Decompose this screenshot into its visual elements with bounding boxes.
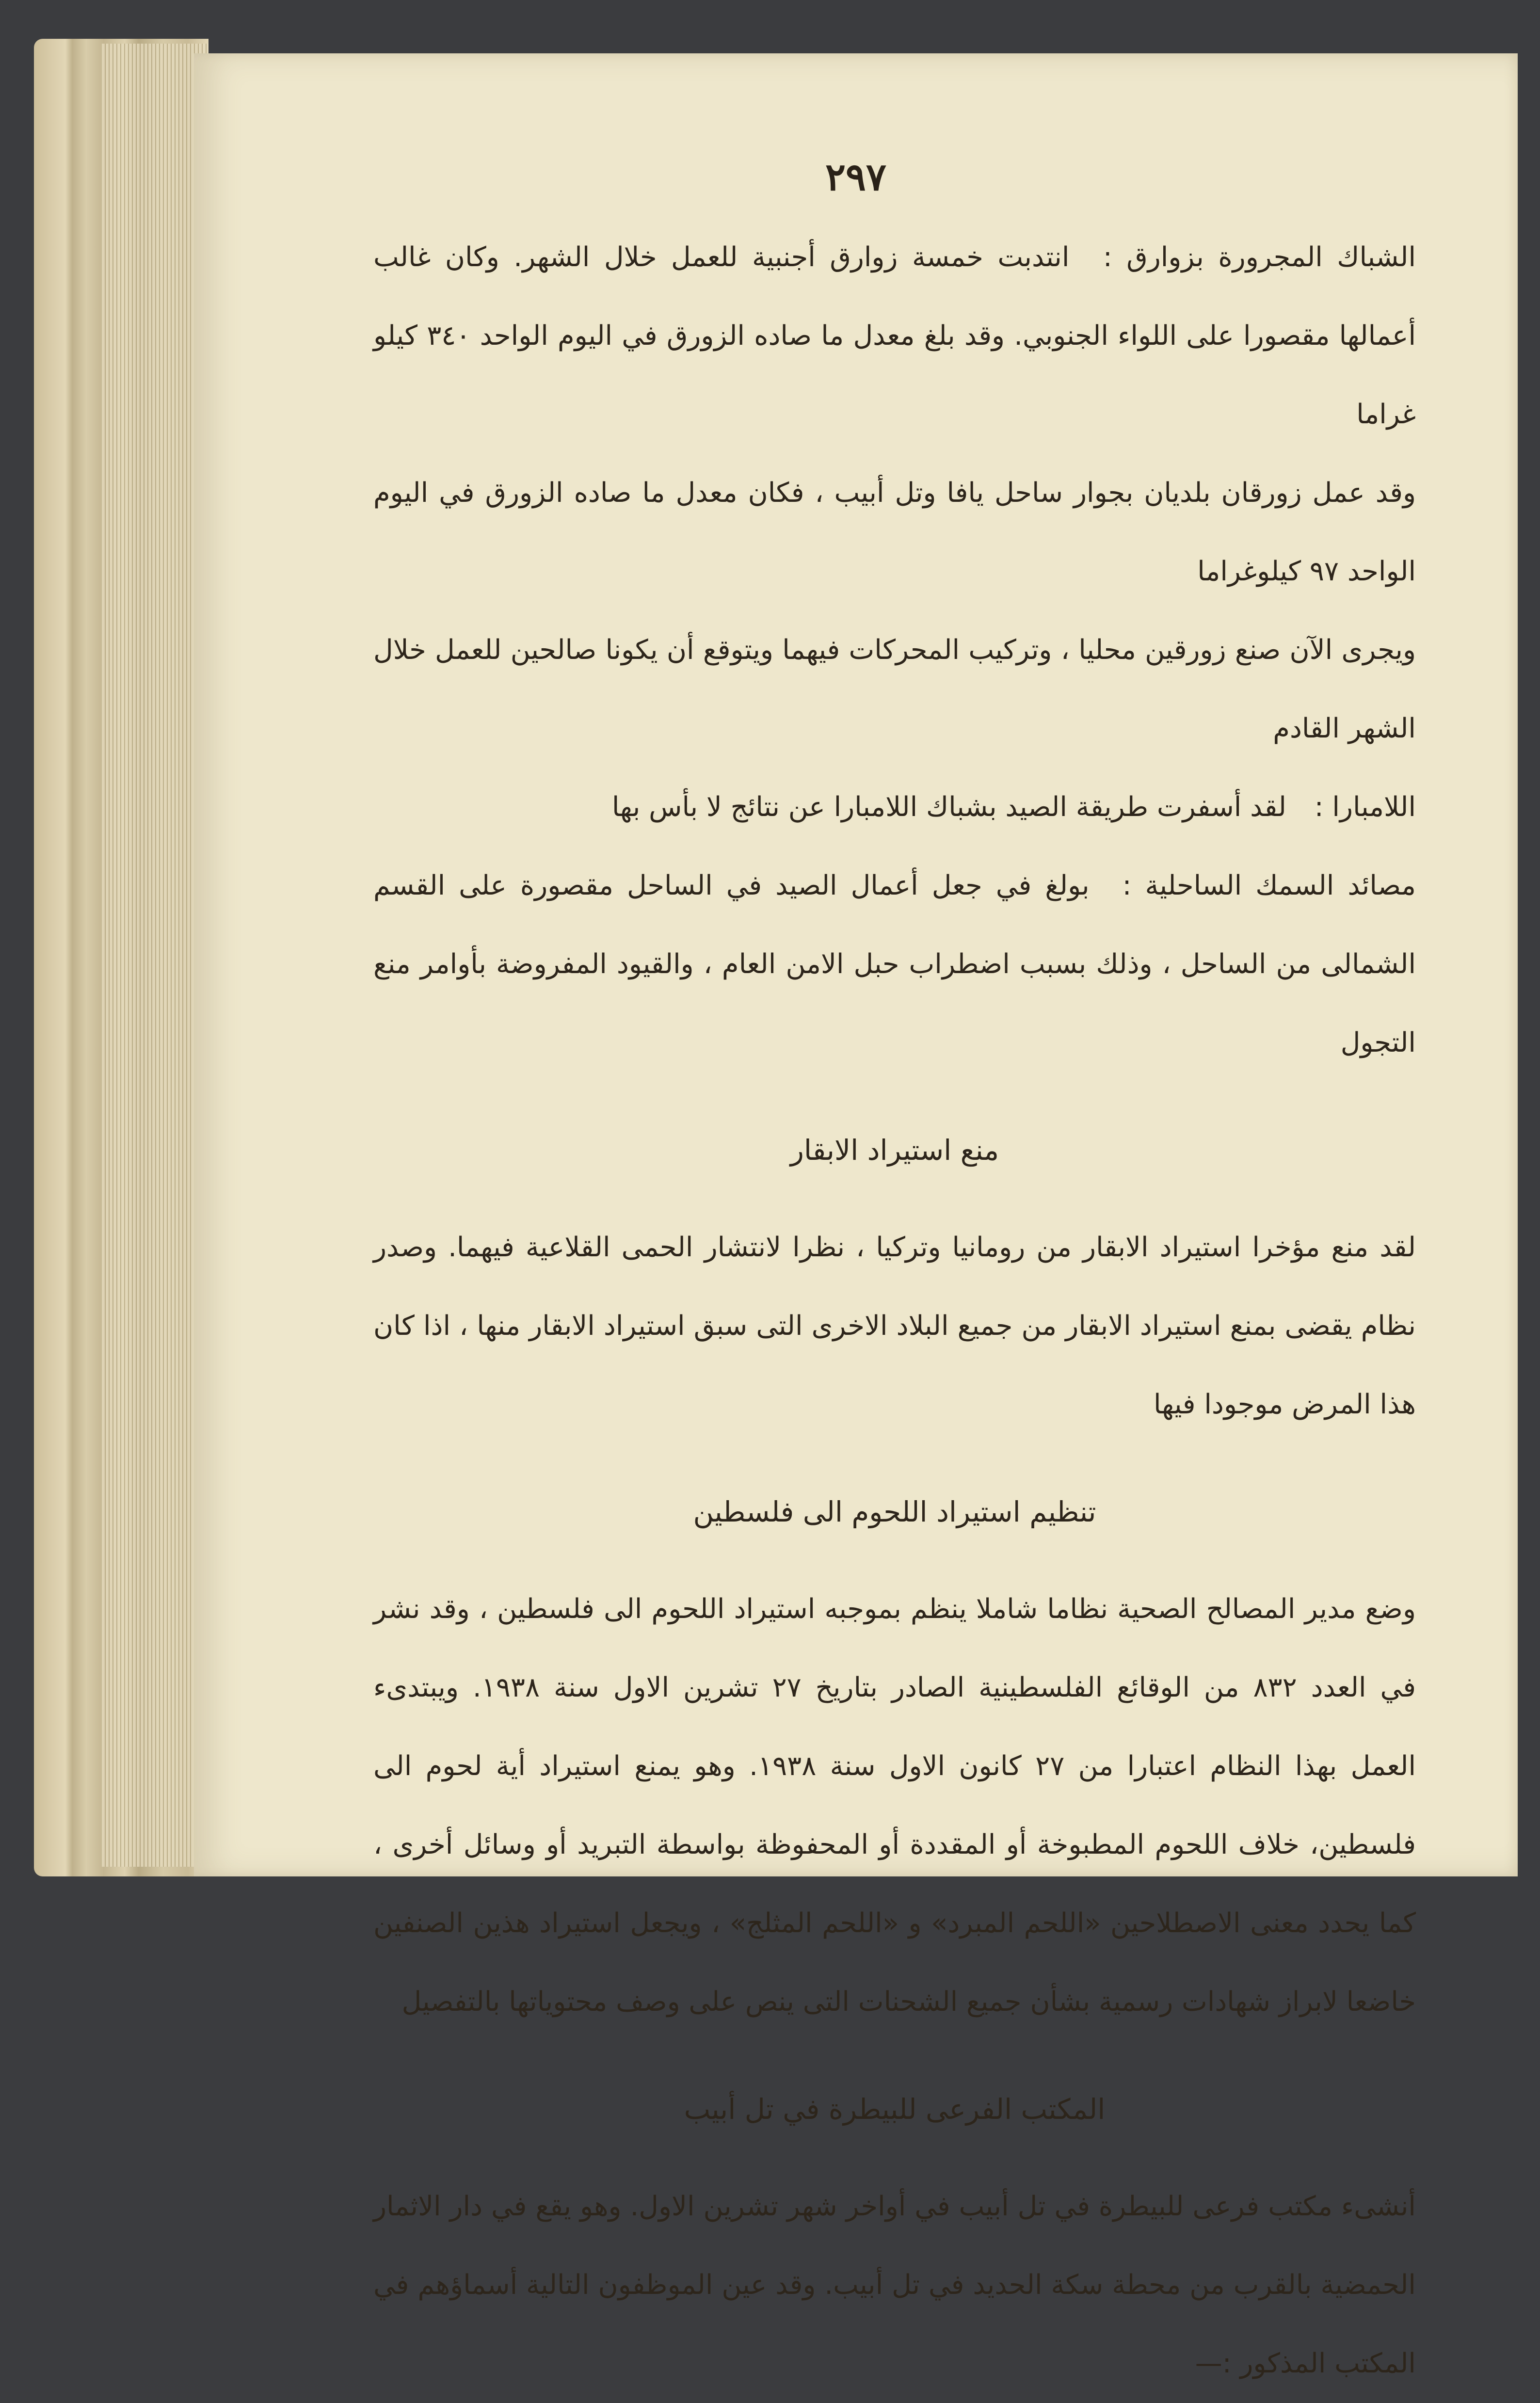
paragraph-local-boats xyxy=(373,454,1416,611)
paragraph-text: انتدبت خمسة زوارق أجنبية للعمل خلال الشهر. وكان غالب أعمالها مقصورا على اللواء الجنوبي. وقد بلغ معدل ما صاده الزورق في اليوم الواحد ٣٤٠ كيلو غراما xyxy=(373,241,1416,430)
section-title-cattle-import: منع استيراد الابقار xyxy=(790,1134,999,1167)
section-title-meat-import: تنظيم استيراد اللحوم الى فلسطين xyxy=(693,1495,1096,1528)
paragraph-lead: اللامبارا : xyxy=(1314,791,1416,823)
paragraph-text: بولغ في جعل أعمال الصيد في الساحل مقصورة على القسم الشمالى من الساحل ، وذلك بسبب اضطراب حبل الامن العام ، والقيود المفروضة بأوامر منع التجول xyxy=(373,870,1416,1058)
paragraph-text: لقد أسفرت طريقة الصيد بشباك اللامبارا عن نتائج لا بأس بها xyxy=(611,791,1286,823)
paragraph-text: وضع مدير المصالح الصحية نظاما شاملا ينظم بموجبه استيراد اللحوم الى فلسطين ، وقد نشر في العدد ٨٣٢ من الوقائع الفلسطينية الصادر بتاريخ ٢٧ تشرين الاول سنة ١٩٣٨. ويبتدىء العمل بهذا النظام اعتبارا من ٢٧ كانون الاول سنة ١٩٣٨. وهو يمنع استيراد أية لحوم الى فلسطين، خلاف اللحوم المطبوخة أو المقددة أو المحفوظة بواسطة التبريد أو وسائل أخرى ، كما يحدد معنى الاصطلاحين «اللحم المبرد» و «اللحم المثلج» ، ويجعل استيراد هذين الصنفين خاضعا لابراز شهادات رسمية بشأن جميع الشحنات التى ينص على وصف محتوياتها بالتفصيل xyxy=(373,1593,1416,2018)
page-number: ٢٩٧ xyxy=(825,155,886,199)
page-body xyxy=(373,218,1416,2403)
paragraph-boat-building xyxy=(373,611,1416,768)
document-page xyxy=(194,53,1518,2379)
paragraph-trawlers xyxy=(373,218,1416,454)
paragraph-lead: الشباك المجرورة بزوارق : xyxy=(1103,241,1416,273)
paragraph-lampara xyxy=(373,768,1416,847)
paragraph-text: أنشىء مكتب فرعى للبيطرة في تل أبيب في أواخر شهر تشرين الاول. وهو يقع في دار الاثمار الحمضية بالقرب من محطة سكة الحديد في تل أبيب. وقد عين الموظفون التالية أسماؤهم في المكتب المذكور :— xyxy=(373,2191,1416,2379)
paragraph-veterinary-office xyxy=(373,2167,1416,2403)
paragraph-text: لقد منع مؤخرا استيراد الابقار من رومانيا وتركيا ، نظرا لانتشار الحمى القلاعية فيهما. وصدر نظام يقضى بمنع استيراد الابقار من جميع البلاد الاخرى التى سبق استيراد الابقار منها ، اذا كان هذا المرض موجودا فيها xyxy=(373,1232,1416,1420)
paragraph-meat-regulation xyxy=(373,1570,1416,2041)
paragraph-cattle-ban xyxy=(373,1208,1416,1444)
paragraph-lead: مصائد السمك الساحلية : xyxy=(1122,870,1416,901)
paragraph-coastal-fisheries xyxy=(373,847,1416,1082)
paragraph-text: وقد عمل زورقان بلديان بجوار ساحل يافا وتل أبيب ، فكان معدل ما صاده الزورق في اليوم الواحد ٩٧ كيلوغراما xyxy=(373,477,1416,587)
section-title-veterinary-office: المكتب الفرعى للبيطرة في تل أبيب xyxy=(684,2093,1106,2126)
paragraph-text: ويجرى الآن صنع زورقين محليا ، وتركيب المحركات فيهما ويتوقع أن يكونا صالحين للعمل خلال الشهر القادم xyxy=(373,634,1416,744)
book-page-stack xyxy=(102,44,209,1867)
